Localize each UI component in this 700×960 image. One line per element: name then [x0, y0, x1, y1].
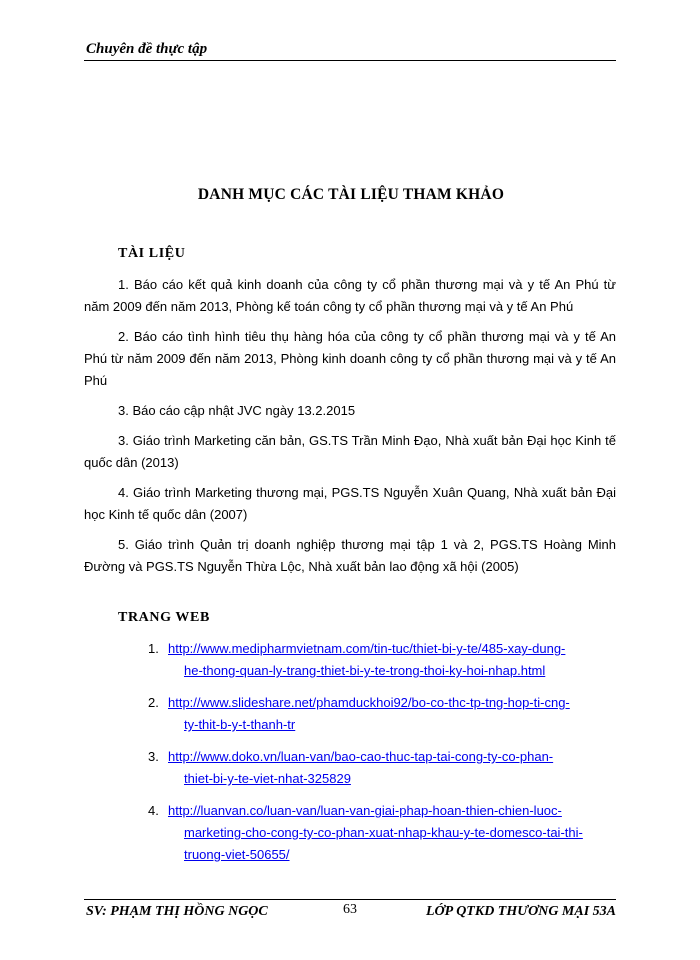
- reference-item: 4. Giáo trình Marketing thương mại, PGS.TS Nguyễn Xuân Quang, Nhà xuất bản Đại học Kinh tế quốc dân (2007): [84, 485, 616, 522]
- list-item: [148, 746, 616, 790]
- list-item: [148, 800, 616, 866]
- link-line[interactable]: http://luanvan.co/luan-van/luan-van-giai-phap-hoan-thien-chien-luoc-: [168, 803, 562, 818]
- list-item: [148, 692, 616, 736]
- list-number: 1.: [148, 641, 159, 656]
- documents-list: [84, 274, 616, 586]
- reference-item: 3. Giáo trình Marketing căn bản, GS.TS Trần Minh Đạo, Nhà xuất bản Đại học Kinh tế quốc dân (2013): [84, 433, 616, 470]
- list-number: 4.: [148, 803, 159, 818]
- link-line[interactable]: he-thong-quan-ly-trang-thiet-bi-y-te-trong-thoi-ky-hoi-nhap.html: [184, 663, 546, 678]
- link-line[interactable]: thiet-bi-y-te-viet-nhat-325829: [184, 771, 351, 786]
- reference-item: 2. Báo cáo tình hình tiêu thụ hàng hóa của công ty cổ phần thương mại và y tế An Phú từ năm 2009 đến năm 2013, Phòng kinh doanh công ty cổ phần thương mại và y tế An Phú: [84, 329, 616, 388]
- web-link[interactable]: [168, 800, 616, 866]
- documents-section-title: TÀI LIỆU: [118, 246, 186, 261]
- reference-item: 3. Báo cáo cập nhật JVC ngày 13.2.2015: [118, 403, 356, 418]
- link-line[interactable]: http://www.slideshare.net/phamduckhoi92/bo-co-thc-tp-tng-hop-ti-cng-: [168, 695, 570, 710]
- web-link[interactable]: [168, 638, 616, 682]
- web-links-list: [148, 638, 616, 876]
- reference-item: 5. Giáo trình Quản trị doanh nghiệp thương mại tập 1 và 2, PGS.TS Hoàng Minh Đường và PGS.TS Nguyễn Thừa Lộc, Nhà xuất bản lao động xã hội (2005): [84, 537, 616, 574]
- footer-student-name: SV: PHẠM THỊ HỒNG NGỌC: [86, 904, 268, 919]
- link-line[interactable]: http://www.medipharmvietnam.com/tin-tuc/thiet-bi-y-te/485-xay-dung-: [168, 641, 566, 656]
- reference-item: 1. Báo cáo kết quả kinh doanh của công ty cổ phần thương mại và y tế An Phú từ năm 2009 đến năm 2013, Phòng kế toán công ty cổ phần thương mại và y tế An Phú: [84, 277, 616, 314]
- footer-class-name: LỚP QTKD THƯƠNG MẠI 53A: [426, 904, 616, 919]
- page-title: DANH MỤC CÁC TÀI LIỆU THAM KHẢO: [197, 186, 505, 203]
- link-line[interactable]: http://www.doko.vn/luan-van/bao-cao-thuc-tap-tai-cong-ty-co-phan-: [168, 749, 554, 764]
- web-link[interactable]: [168, 746, 616, 790]
- web-section-title: TRANG WEB: [118, 610, 210, 625]
- footer-divider: [84, 899, 616, 900]
- list-number: 2.: [148, 695, 159, 710]
- web-link[interactable]: [168, 692, 616, 736]
- link-line[interactable]: truong-viet-50655/: [184, 847, 290, 862]
- link-line[interactable]: ty-thit-b-y-t-thanh-tr: [184, 717, 296, 732]
- page-number: 63: [343, 902, 357, 917]
- header-divider: [84, 60, 616, 61]
- list-item: [148, 638, 616, 682]
- list-number: 3.: [148, 749, 159, 764]
- link-line[interactable]: marketing-cho-cong-ty-co-phan-xuat-nhap-khau-y-te-domesco-tai-thi-: [184, 825, 583, 840]
- header-title: Chuyên đề thực tập: [86, 41, 208, 57]
